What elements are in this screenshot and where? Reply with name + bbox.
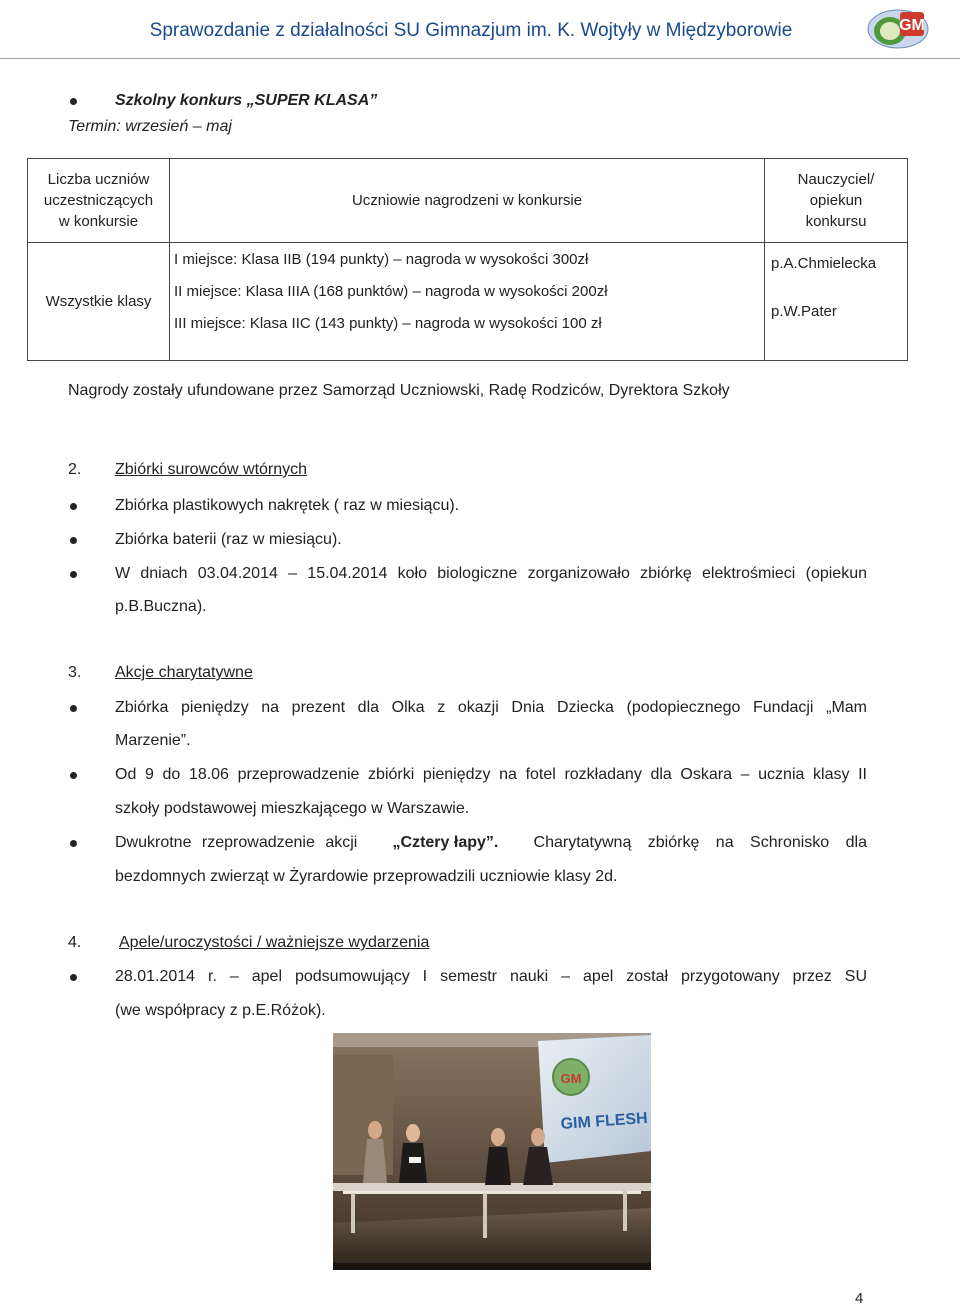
bullet	[70, 98, 77, 105]
section3-item1: Zbiórka pieniędzy na prezent dla Olka z okazji Dnia Dziecka (podopiecznego Fundacji „Mam	[115, 699, 867, 716]
section4-item1: 28.01.2014 r. – apel podsumowujący I semestr nauki – apel został przygotowany przez SU	[115, 968, 867, 985]
section2-number: 2.	[68, 461, 82, 478]
section3-title: Akcje charytatywne	[115, 664, 253, 681]
section3-number: 3.	[68, 664, 82, 681]
header-participants: Liczba uczniów uczestniczących w konkursie	[28, 159, 170, 243]
bullet	[70, 503, 77, 510]
bullet	[70, 840, 77, 847]
header-awarded: Uczniowie nagrodzeni w konkursie	[170, 159, 765, 243]
section3-item1-cont: Marzenie”.	[115, 732, 191, 749]
contest-name: Szkolny konkurs „SUPER KLASA”	[115, 92, 378, 109]
teacher-2: p.W.Pater	[771, 303, 837, 320]
bullet	[70, 705, 77, 712]
section3-item3	[115, 833, 867, 853]
section4-item1-cont: (we współpracy z p.E.Różok).	[115, 1002, 326, 1019]
section4-title: Apele/uroczystości / ważniejsze wydarzenia	[119, 934, 430, 951]
logo-letter: GM	[899, 17, 925, 34]
screen-logo: GM	[560, 1071, 582, 1086]
cell-teachers	[765, 243, 908, 361]
document-header-title: Sprawozdanie z działalności SU Gimnazjum im. K. Wojtyły w Międzyborowie	[149, 20, 793, 41]
prize-2: II miejsce: Klasa IIIA (168 punktów) – nagroda w wysokości 200zł	[174, 283, 608, 300]
section2-title: Zbiórki surowców wtórnych	[115, 461, 308, 478]
contest-table	[27, 158, 908, 361]
section4-number: 4.	[68, 934, 82, 951]
cell-participants: Wszystkie klasy	[28, 243, 170, 361]
section3-item2: Od 9 do 18.06 przeprowadzenie zbiórki pieniędzy na fotel rozkładany dla Oskara – ucznia klasy II	[115, 766, 867, 783]
section2-item: Zbiórka plastikowych nakrętek ( raz w miesiącu).	[115, 497, 460, 514]
section2-item-cont: p.B.Buczna).	[115, 598, 207, 615]
section2-item: W dniach 03.04.2014 – 15.04.2014 koło biologiczne zorganizowało zbiórkę elektrośmieci (opiekun	[115, 565, 867, 582]
section3-item3-cont: bezdomnych zwierząt w Żyrardowie przeprowadzili uczniowie klasy 2d.	[115, 868, 618, 885]
header-teacher: Nauczyciel/ opiekun konkursu	[765, 159, 908, 243]
bullet	[70, 571, 77, 578]
item3-bold: „Cztery łapy”.	[392, 834, 499, 851]
bullet	[70, 772, 77, 779]
teacher-1: p.A.Chmielecka	[771, 255, 877, 272]
bullet	[70, 974, 77, 981]
school-logo	[866, 8, 930, 50]
prize-1: I miejsce: Klasa IIB (194 punkty) – nagroda w wysokości 300zł	[174, 251, 589, 268]
bullet	[70, 537, 77, 544]
item3-text-pre: Dwukrotne rzeprowadzenie akcji	[115, 834, 358, 851]
event-photo	[333, 1033, 651, 1270]
contest-term: Termin: wrzesień – maj	[68, 118, 232, 135]
section2-item: Zbiórka baterii (raz w miesiącu).	[115, 531, 342, 548]
item3-text-post: Charytatywną zbiórkę na Schronisko dla	[533, 834, 867, 851]
funding-note: Nagrody zostały ufundowane przez Samorząd Uczniowski, Radę Rodziców, Dyrektora Szkoły	[68, 382, 730, 399]
section3-item2-cont: szkoły podstawowej mieszkającego w Warszawie.	[115, 800, 470, 817]
header-divider	[0, 58, 960, 59]
prize-3: III miejsce: Klasa IIC (143 punkty) – nagroda w wysokości 100 zł	[174, 315, 602, 332]
page-number: 4	[855, 1290, 864, 1307]
cell-prizes	[170, 243, 765, 361]
screen-text: GIM FLESH	[560, 1109, 649, 1133]
